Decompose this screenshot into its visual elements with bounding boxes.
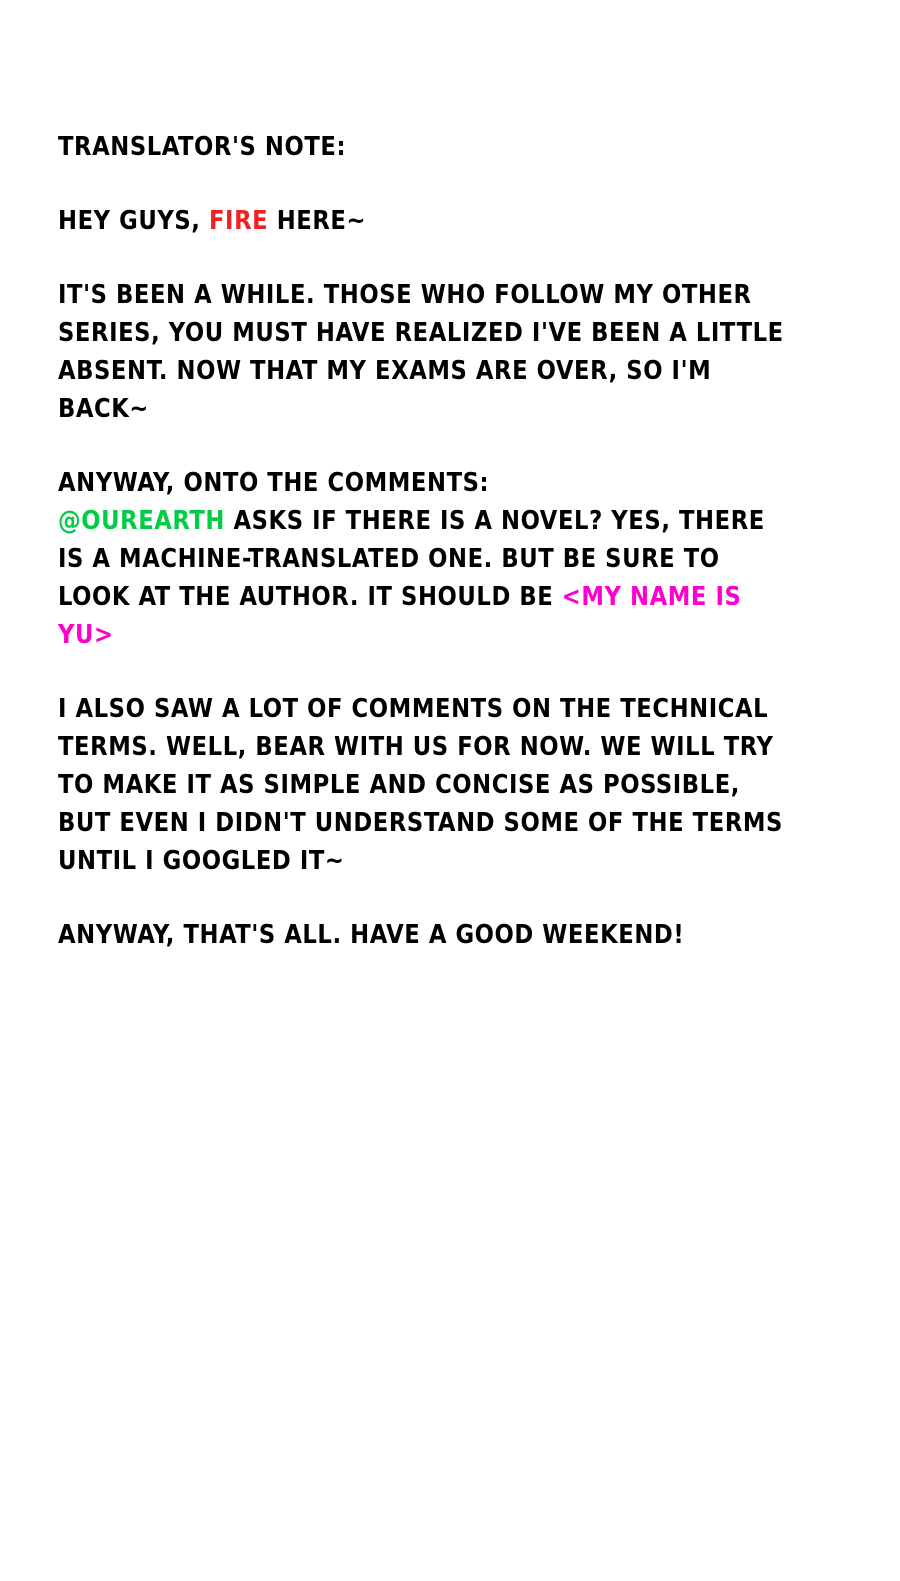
spacer: [58, 428, 848, 464]
comment-reply-text: ASKS IF THERE IS A NOVEL? YES, THERE IS A MACHINE-TRANSLATED ONE. BUT BE SURE TO LOOK AT THE AUTHOR. IT SHOULD BE: [58, 506, 774, 612]
spacer: [58, 240, 848, 276]
paragraph-absence: IT'S BEEN A WHILE. THOSE WHO FOLLOW MY OTHER SERIES, YOU MUST HAVE REALIZED I'VE BEEN A LITTLE ABSENT. NOW THAT MY EXAMS ARE OVER, SO I'M BACK~: [58, 280, 793, 424]
commenter-username: @OUREARTH: [58, 506, 225, 536]
note-closing: ANYWAY, THAT'S ALL. HAVE A GOOD WEEKEND!: [58, 920, 685, 950]
comment-reply: [58, 502, 795, 654]
note-greeting: [58, 202, 824, 240]
novel-title: <MY NAME IS YU>: [58, 582, 750, 650]
spacer: [58, 654, 848, 690]
paragraph-technical-terms: I ALSO SAW A LOT OF COMMENTS ON THE TECHNICAL TERMS. WELL, BEAR WITH US FOR NOW. WE WILL TRY TO MAKE IT AS SIMPLE AND CONCISE AS POSSIBLE, BUT EVEN I DIDN'T UNDERSTAND SOME OF THE TERMS UNTIL I GOOGLED IT~: [58, 694, 792, 876]
greeting-prefix: HEY GUYS,: [58, 206, 209, 236]
note-heading: TRANSLATOR'S NOTE:: [58, 132, 347, 162]
translator-note-body: [58, 128, 848, 954]
comments-intro: ANYWAY, ONTO THE COMMENTS:: [58, 468, 490, 498]
translator-name: FIRE: [208, 206, 269, 236]
spacer: [58, 166, 848, 202]
spacer: [58, 880, 848, 916]
greeting-suffix: HERE~: [268, 206, 367, 236]
